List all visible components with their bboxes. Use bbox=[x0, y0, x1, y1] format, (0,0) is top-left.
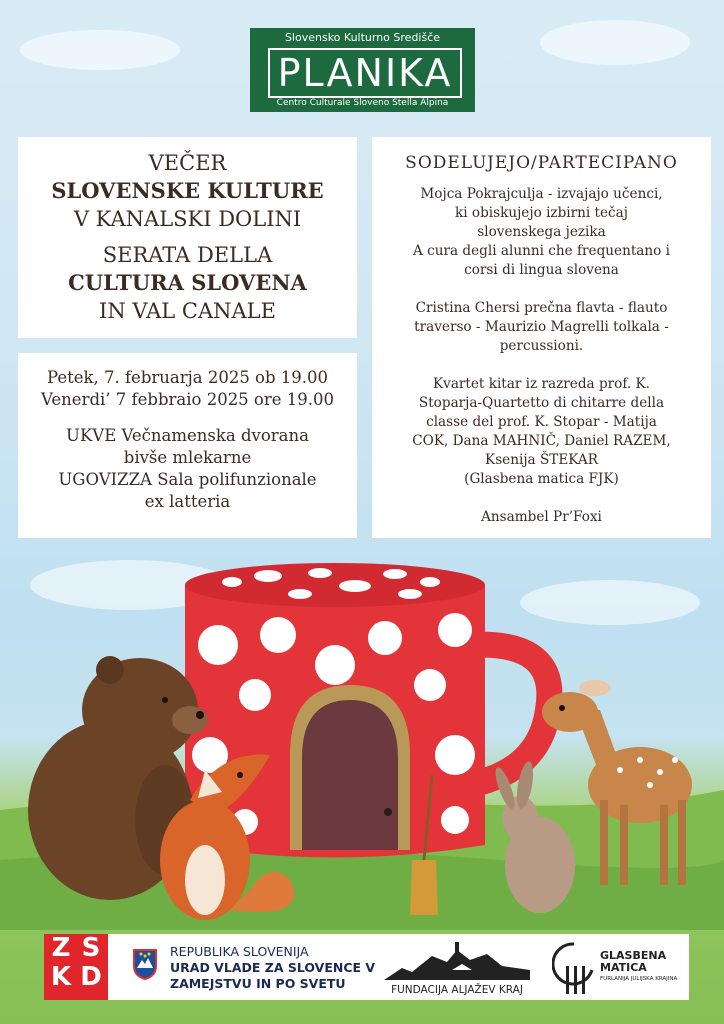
sponsor-footer bbox=[44, 934, 689, 1000]
logo-main-text: PLANIKA bbox=[277, 51, 453, 95]
door-knob-icon bbox=[384, 808, 392, 816]
zskd-letter: D bbox=[80, 962, 102, 992]
participant-line: Ksenija ŠTEKAR bbox=[485, 452, 598, 468]
participants-heading: SODELUJEJO/PARTECIPANO bbox=[405, 153, 678, 173]
logo-top-text: Slovensko Kulturno Središče bbox=[284, 31, 441, 44]
participant-line: slovenskega jezika bbox=[477, 224, 606, 240]
title-line: CULTURA SLOVENA bbox=[68, 270, 307, 295]
participant-line: Ansambel Pr’Foxi bbox=[481, 509, 602, 525]
slovenia-crest-icon bbox=[132, 948, 158, 980]
participant-line: A cura degli alunni che frequentano i bbox=[412, 243, 671, 259]
republika-line: ZAMEJSTVU IN PO SVETU bbox=[170, 976, 346, 991]
title-line: SERATA DELLA bbox=[102, 243, 273, 267]
woodland-illustration bbox=[0, 560, 724, 930]
venue-line: bivše mlekarne bbox=[123, 448, 252, 467]
participant-line: Stoparja-Quartetto di chitarre della bbox=[418, 395, 665, 411]
participant-line: Mojca Pokrajculja - izvajajo učenci, bbox=[420, 186, 663, 202]
door-icon bbox=[302, 700, 398, 850]
zskd-letter: S bbox=[81, 933, 101, 963]
venue-line: ex latteria bbox=[144, 492, 231, 511]
title-line: IN VAL CANALE bbox=[99, 299, 276, 323]
glasbena-line: MATICA bbox=[600, 961, 647, 974]
participant-line: COK, Dana MAHNIČ, Daniel RAZEM, bbox=[412, 433, 671, 449]
glasbena-subtitle: FURLANIJA JULIJSKA KRAJINA bbox=[600, 976, 678, 982]
participant-line: Cristina Chersi prečna flavta - flauto bbox=[415, 300, 668, 316]
glasbena-line: GLASBENA bbox=[600, 949, 667, 962]
title-line: VEČER bbox=[148, 151, 227, 175]
participants-panel bbox=[372, 137, 711, 538]
event-title-panel bbox=[18, 137, 357, 338]
glasbena-title bbox=[600, 950, 666, 974]
fundacija-logo bbox=[382, 940, 532, 998]
participant-line: classe del prof. K. Stopar - Matija bbox=[426, 414, 657, 430]
title-line: V KANALSKI DOLINI bbox=[73, 207, 302, 231]
participant-line: (Glasbena matica FJK) bbox=[464, 471, 619, 487]
zskd-letter: Z bbox=[51, 933, 71, 963]
fundacija-label: FUNDACIJA ALJAŽEV KRAJ bbox=[391, 984, 523, 996]
cloud bbox=[540, 20, 690, 65]
glasbena-matica-logo bbox=[552, 940, 686, 996]
mountain-church-icon bbox=[382, 940, 532, 982]
republika-line: REPUBLIKA SLOVENIJA bbox=[170, 944, 309, 959]
participant-line: corsi di lingua slovena bbox=[464, 262, 619, 278]
participant-line: Kvartet kitar iz razreda prof. K. bbox=[432, 376, 650, 392]
logo-box bbox=[268, 48, 462, 98]
gm-monogram-icon bbox=[552, 940, 596, 996]
participant-line: ki obiskujejo izbirni tečaj bbox=[454, 205, 628, 221]
participant-line: traverso - Maurizio Magrelli tolkala - bbox=[414, 319, 669, 335]
planika-logo bbox=[250, 28, 475, 112]
venue-line: UKVE Večnamenska dvorana bbox=[66, 426, 309, 445]
cloud bbox=[20, 30, 180, 70]
government-office-logo bbox=[170, 944, 375, 992]
logo-bottom-text: Centro Culturale Sloveno Stella Alpina bbox=[276, 98, 449, 108]
participant-line: percussioni. bbox=[499, 338, 584, 354]
date-slovene: Petek, 7. februarja 2025 ob 19.00 bbox=[46, 368, 329, 387]
republika-line: URAD VLADE ZA SLOVENCE V bbox=[170, 960, 376, 975]
zskd-letter: K bbox=[50, 962, 72, 992]
zskd-logo bbox=[44, 934, 108, 1000]
date-venue-panel bbox=[18, 353, 357, 538]
venue-line: UGOVIZZA Sala polifunzionale bbox=[58, 470, 317, 489]
date-italian: Venerdi’ 7 febbraio 2025 ore 19.00 bbox=[41, 390, 334, 409]
title-line: SLOVENSKE KULTURE bbox=[51, 178, 324, 203]
